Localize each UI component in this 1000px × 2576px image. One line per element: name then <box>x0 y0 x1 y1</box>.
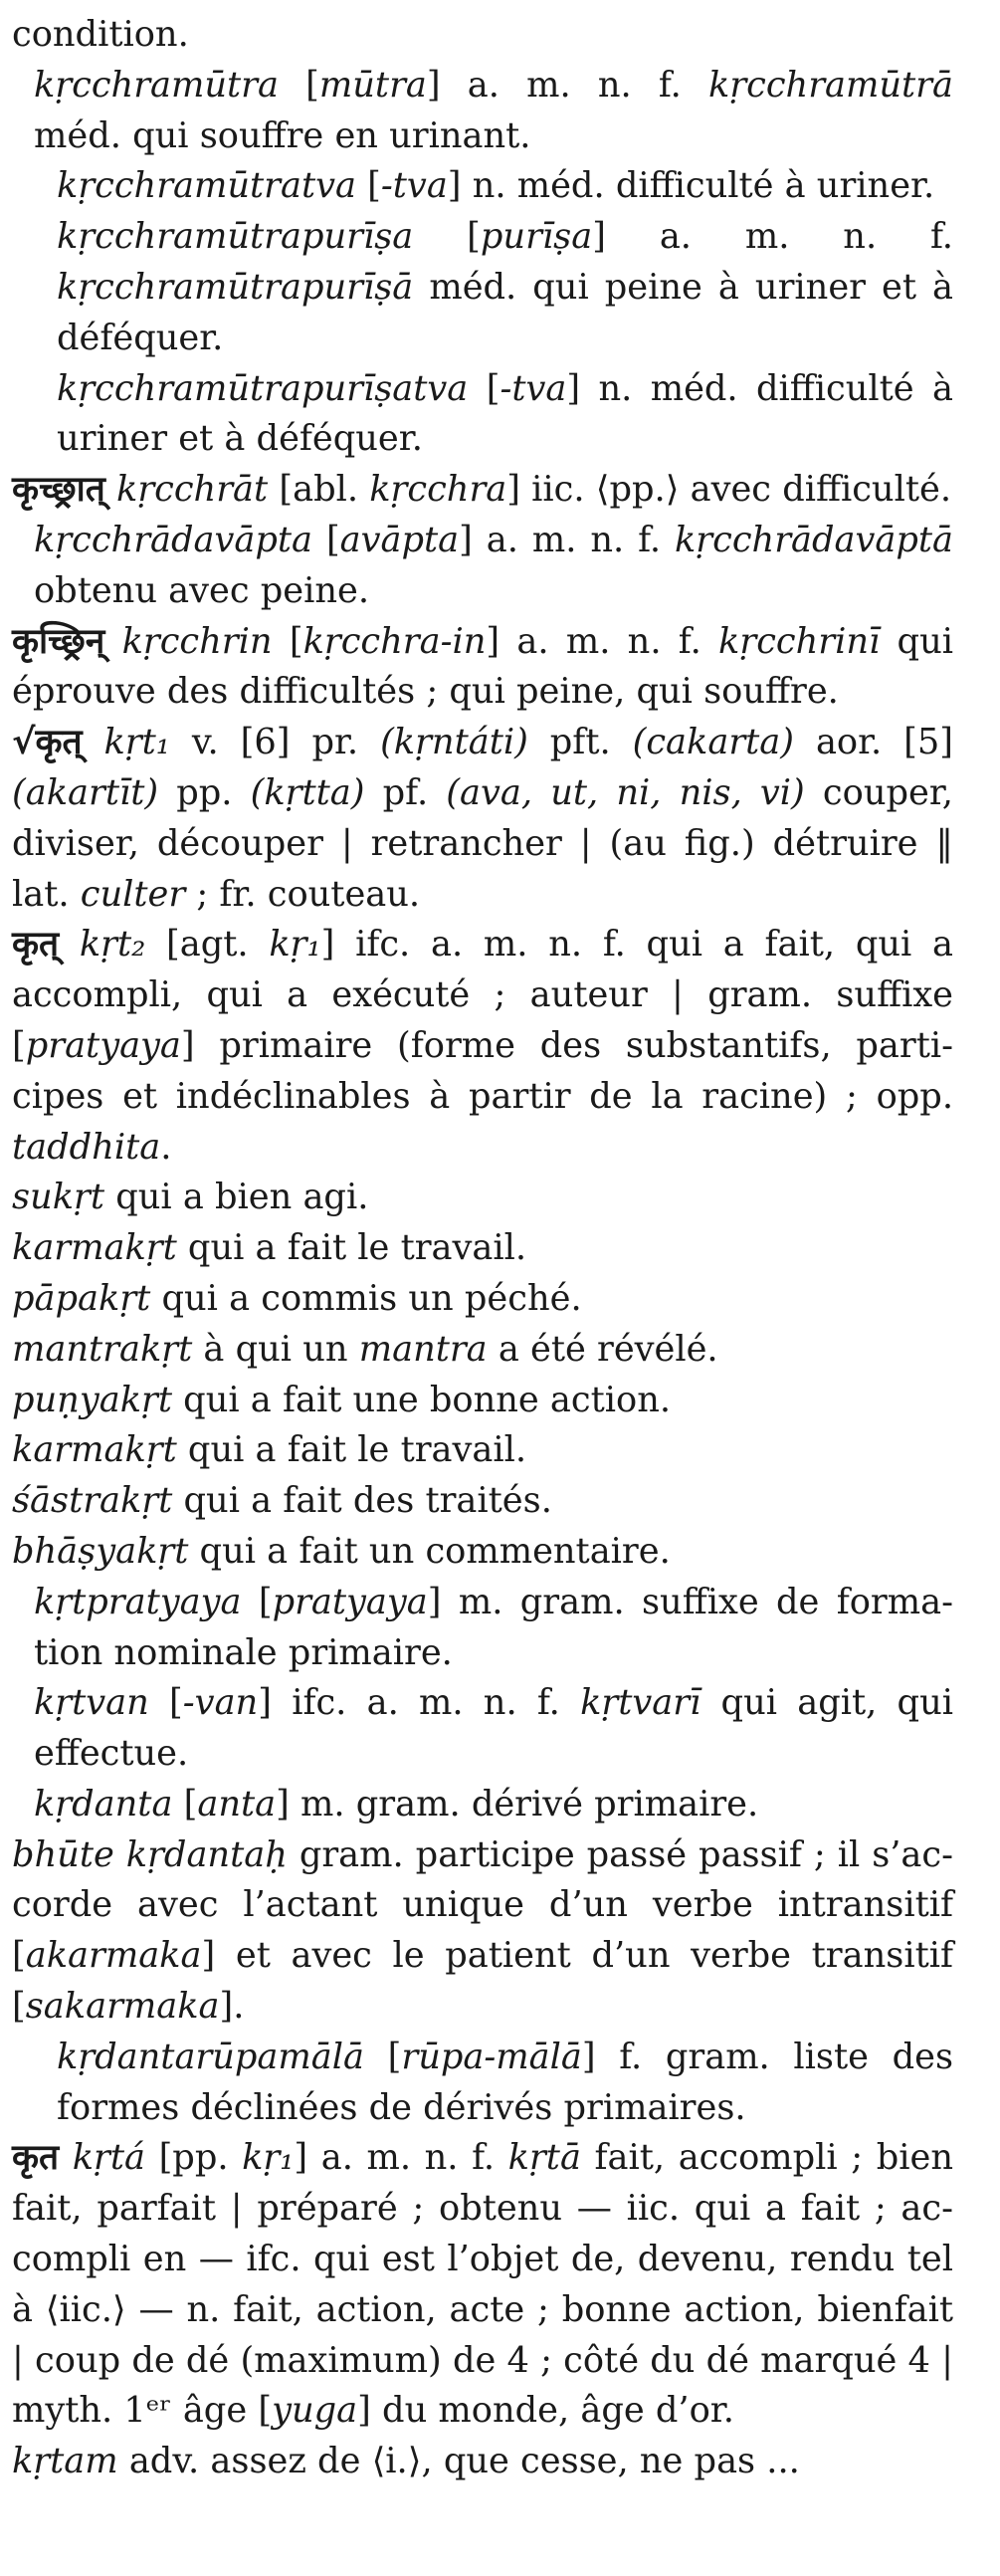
entry-text: [ <box>355 165 381 207</box>
devanagari-headword: कृत् <box>12 924 60 966</box>
italic-term: kṛtam <box>12 2441 118 2482</box>
entry-text <box>59 2137 73 2178</box>
italic-term: -tva <box>380 165 448 207</box>
entry-text: ] n. méd. difficulté à uriner et à déféquer. <box>57 367 953 460</box>
italic-term: yuga <box>272 2390 358 2432</box>
italic-term: kṛcchramūtrā <box>708 64 953 106</box>
entry-text: qui a fait un commentaire. <box>188 1530 671 1572</box>
entry-text: ]. <box>219 1986 245 2028</box>
entry-text: à qui un <box>192 1328 359 1370</box>
italic-term: kṛtvan <box>34 1682 149 1724</box>
entry-text: ] iic. ⟨pp.⟩ avec difficulté. <box>506 469 952 511</box>
dictionary-entry <box>12 1678 953 1780</box>
entry-text <box>104 621 121 662</box>
italic-term: sukṛt <box>12 1177 105 1218</box>
entry-text: ] a. m. n. f. <box>592 216 953 258</box>
entry-text: ] f. gram. liste des formes déclinées de dérivés primaires. <box>57 2036 954 2128</box>
dictionary-entry <box>12 61 953 162</box>
entry-text: qui éprouve des difficultés ; qui peine, qui souffre. <box>12 620 953 713</box>
dictionary-entry <box>12 1173 953 1223</box>
entry-text: adv. assez de ⟨i.⟩, que cesse, ne pas ... <box>117 2441 800 2482</box>
entry-text: méd. qui souffre en urinant. <box>34 114 531 156</box>
devanagari-headword: कृच्छ्रात् <box>12 469 105 511</box>
italic-term: kṛtā <box>507 2137 581 2179</box>
dictionary-entry <box>12 465 953 516</box>
dictionary-entry <box>12 617 953 719</box>
entry-text: [ <box>272 620 303 662</box>
entry-text: qui a fait le travail. <box>176 1429 527 1471</box>
dictionary-entry <box>12 1376 953 1426</box>
devanagari-headword: कृच्छ्रिन् <box>12 620 105 662</box>
dictionary-entry <box>12 1274 953 1325</box>
italic-term: kṛcchra-in <box>302 620 487 662</box>
entry-text: [abl. <box>268 469 370 511</box>
dictionary-entry <box>12 516 953 617</box>
italic-term: kṛt₂ <box>79 924 146 966</box>
italic-term: kṛcchrinī <box>718 620 881 662</box>
italic-term: kṛ₁ <box>242 2137 295 2179</box>
entry-text: pp. <box>158 771 251 813</box>
entry-text: ] a. m. n. f. <box>294 2137 508 2179</box>
devanagari-headword: √कृत् <box>12 722 83 763</box>
entry-text: ] et avec le patient d’un verbe transitif [ <box>12 1935 953 2028</box>
italic-term: kṛcchrāt <box>116 469 269 511</box>
entry-text: fait, accompli ; bien fait, parfait | préparé ; obtenu — iic. qui a fait ; accompli en — ifc. qui est l’objet de, devenu, rendu tel à ⟨iic.⟩ — n. fait, action, acte ; bonne action, bienfait | coup de dé (maximum) de 4 ; côté du dé marqué 4 | myth. 1ᵉʳ âge [ <box>12 2137 954 2432</box>
italic-term: kṛtá <box>72 2137 145 2179</box>
entry-text: qui a fait une bonne action. <box>172 1379 672 1420</box>
italic-term: sakarmaka <box>25 1986 220 2028</box>
italic-term: kṛcchramūtra <box>34 64 279 106</box>
dictionary-entry <box>12 161 953 212</box>
entry-text: ] ifc. a. m. n. f. <box>258 1682 581 1724</box>
entry-text: [ <box>364 2036 402 2077</box>
dictionary-entry <box>12 1780 953 1830</box>
italic-term: purīṣa <box>480 216 593 258</box>
italic-term: pratyaya <box>25 1024 181 1066</box>
italic-term: -van <box>182 1682 259 1724</box>
italic-term: puṇyakṛt <box>12 1379 172 1420</box>
entry-text <box>83 722 104 762</box>
dictionary-entry <box>12 2133 953 2437</box>
entry-text: [ <box>148 1682 183 1724</box>
italic-term: rūpa-mālā <box>401 2036 582 2077</box>
entry-text: ] ifc. a. m. n. f. qui a fait, qui a accompli, qui a exécuté ; auteur | gram. suffixe [ <box>12 924 953 1066</box>
entry-text: ] du monde, âge d’or. <box>357 2390 734 2432</box>
entry-text: ] a. m. n. f. <box>459 519 675 560</box>
italic-term: karmakṛt <box>12 1429 177 1471</box>
entry-text: . <box>160 1126 172 1168</box>
entry-text: ] m. gram. suffixe de formation nominale primaire. <box>34 1581 953 1673</box>
entry-text: v. [6] pr. <box>169 722 381 763</box>
italic-term: kṛcchramūtratva <box>57 165 356 207</box>
dictionary-entry <box>12 2437 953 2487</box>
dictionary-entry <box>12 1527 953 1578</box>
italic-term: kṛtvarī <box>580 1682 701 1724</box>
entry-text <box>59 924 80 965</box>
entry-text: ] m. gram. dérivé primaire. <box>276 1783 759 1825</box>
italic-term: kṛt₁ <box>103 722 170 763</box>
entry-text: gram. participe passé passif ; il s’accorde avec l’actant unique d’un verbe intransitif [ <box>12 1833 954 1977</box>
italic-term: kṛcchramūtrapurīṣā <box>57 266 414 308</box>
entry-text: condition. <box>12 14 189 55</box>
devanagari-headword: कृत <box>12 2137 60 2179</box>
italic-term: (akartīt) <box>12 771 159 813</box>
dictionary-entry <box>12 10 953 61</box>
dictionary-entry <box>12 364 953 466</box>
entry-text: [ <box>279 64 319 106</box>
entry-text: méd. qui peine à uriner et à déféquer. <box>57 266 953 358</box>
entry-text: [ <box>312 519 340 560</box>
dictionary-entry <box>12 718 953 920</box>
italic-term: pratyaya <box>272 1581 428 1622</box>
italic-term: (ava, ut, ni, nis, vi) <box>446 771 805 813</box>
italic-term: kṛcchra <box>369 469 507 511</box>
italic-term: mantrakṛt <box>12 1328 193 1370</box>
dictionary-entry <box>12 1425 953 1476</box>
italic-term: kṛtpratyaya <box>34 1581 242 1622</box>
entry-text: [ <box>172 1783 198 1825</box>
entry-text <box>105 469 116 510</box>
entry-text: [ <box>413 216 481 258</box>
italic-term: culter <box>80 873 186 915</box>
italic-term: mūtra <box>318 64 427 106</box>
dictionary-entry <box>12 1223 953 1274</box>
entry-text: qui agit, qui effectue. <box>34 1682 954 1775</box>
italic-term: (kṛtta) <box>250 771 365 813</box>
entry-text: obtenu avec peine. <box>34 569 370 611</box>
italic-term: kṛcchrin <box>121 620 273 662</box>
dictionary-entry <box>12 1578 953 1679</box>
italic-term: anta <box>197 1783 277 1825</box>
italic-term: kṛcchrādavāptā <box>674 519 953 560</box>
italic-term: (cakarta) <box>632 722 794 763</box>
entry-text: [ <box>468 367 500 409</box>
italic-term: bhāṣyakṛt <box>12 1530 189 1572</box>
entry-text: ] a. m. n. f. <box>486 620 719 662</box>
entry-text: qui a bien agi. <box>104 1177 369 1218</box>
italic-term: mantra <box>358 1328 488 1370</box>
entry-text: [pp. <box>144 2137 243 2179</box>
entry-text: ] a. m. n. f. <box>426 64 708 106</box>
entry-text: ; fr. couteau. <box>185 873 421 915</box>
entry-text: [agt. <box>145 924 270 966</box>
italic-term: śāstrakṛt <box>12 1480 173 1522</box>
entry-text: qui a fait des traités. <box>172 1480 552 1522</box>
italic-term: kṛdanta <box>34 1783 173 1825</box>
italic-term: pāpakṛt <box>12 1277 151 1319</box>
dictionary-entry <box>12 1476 953 1527</box>
dictionary-entry <box>12 2033 953 2134</box>
italic-term: akarmaka <box>25 1935 202 1977</box>
italic-term: taddhita <box>12 1126 161 1168</box>
italic-term: kṛcchrādavāpta <box>34 519 313 560</box>
entry-text: qui a fait le travail. <box>176 1227 527 1269</box>
entry-text: a été révélé. <box>487 1328 718 1370</box>
entry-text: pft. <box>527 722 633 763</box>
italic-term: kṛcchramūtrapurīṣatva <box>57 367 469 409</box>
entry-text: pf. <box>364 771 447 813</box>
dictionary-entry <box>12 212 953 363</box>
italic-term: kṛdantarūpamālā <box>57 2036 364 2077</box>
italic-term: -tva <box>500 367 567 409</box>
entry-text: couper, diviser, découper | retrancher | (au fig.) détruire ‖ lat. <box>12 771 953 915</box>
entry-text: [ <box>241 1581 273 1622</box>
italic-term: kṛ₁ <box>269 924 321 966</box>
italic-term: karmakṛt <box>12 1227 177 1269</box>
dictionary-entry <box>12 1325 953 1376</box>
dictionary-entry <box>12 1830 953 2033</box>
italic-term: kṛcchramūtrapurīṣa <box>57 216 414 258</box>
italic-term: avāpta <box>339 519 460 560</box>
italic-term: (kṛntáti) <box>380 722 528 763</box>
italic-term: bhūte kṛdantaḥ <box>12 1833 288 1875</box>
entry-text: aor. [5] <box>794 722 954 763</box>
entry-text: ] primaire (forme des substantifs, participes et indéclinables à partir de la racine) ; opp. <box>12 1024 953 1117</box>
dictionary-entry <box>12 920 953 1173</box>
entry-text: qui a commis un péché. <box>150 1277 582 1319</box>
entry-text: ] n. méd. difficulté à uriner. <box>447 165 935 207</box>
